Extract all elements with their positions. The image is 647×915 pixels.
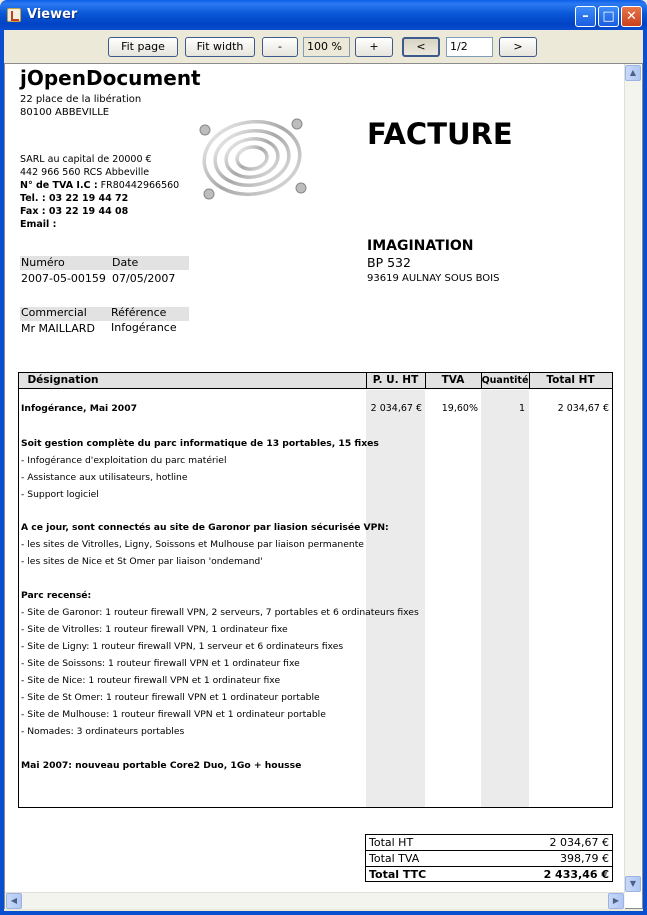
invoice-date: 07/05/2007 bbox=[112, 272, 176, 285]
date-label: Date bbox=[112, 256, 139, 269]
fit-page-button[interactable]: Fit page bbox=[108, 37, 178, 57]
description-line: - Site de Ligny: 1 routeur firewall VPN, 1 serveur et 6 ordinateurs fixes bbox=[21, 641, 344, 652]
item-total: 2 034,67 € bbox=[557, 403, 609, 414]
description-line: - les sites de Nice et St Omer par liaison 'ondemand' bbox=[21, 556, 263, 567]
description-line: Mai 2007: nouveau portable Core2 Duo, 1Go + housse bbox=[21, 760, 302, 771]
table-header bbox=[19, 373, 612, 389]
window-title: Viewer bbox=[27, 7, 78, 22]
previous-page-button[interactable]: < bbox=[402, 37, 440, 57]
totals-value: 398,79 € bbox=[560, 852, 609, 865]
zoom-level-field: 100 % bbox=[303, 37, 350, 57]
description-line: - Site de Vitrolles: 1 routeur firewall VPN, 1 ordinateur fixe bbox=[21, 624, 288, 635]
fit-width-button[interactable]: Fit width bbox=[185, 37, 255, 57]
company-tva bbox=[20, 180, 179, 191]
totals-label: Total HT bbox=[369, 836, 414, 849]
description-line: - Site de Garonor: 1 routeur firewall VPN, 2 serveurs, 7 portables et 6 ordinateurs fixes bbox=[21, 607, 419, 618]
document-title: FACTURE bbox=[367, 117, 513, 151]
tva-label: N° de TVA I.C : bbox=[20, 180, 98, 191]
totals-row bbox=[366, 867, 612, 883]
description-line: - Support logiciel bbox=[21, 489, 99, 500]
next-page-button[interactable]: > bbox=[499, 37, 537, 57]
tva-value: FR80442966560 bbox=[100, 180, 180, 191]
numero-label: Numéro bbox=[21, 256, 65, 269]
reference-value: Infogérance bbox=[111, 321, 177, 334]
description-line: - Site de Soissons: 1 routeur firewall VPN et 1 ordinateur fixe bbox=[21, 658, 300, 669]
description-line: - Nomades: 3 ordinateurs portables bbox=[21, 726, 185, 737]
description-line: - Site de Mulhouse: 1 routeur firewall VPN et 1 ordinateur portable bbox=[21, 709, 326, 720]
pu-column-shade bbox=[366, 390, 425, 807]
totals-value: 2 034,67 € bbox=[549, 836, 609, 849]
company-address-line2: 80100 ABBEVILLE bbox=[20, 107, 110, 118]
horizontal-scrollbar[interactable] bbox=[5, 892, 625, 909]
maximize-button[interactable]: □ bbox=[598, 6, 619, 27]
scroll-left-arrow[interactable]: ◀ bbox=[6, 893, 22, 909]
minimize-button[interactable]: – bbox=[575, 6, 596, 27]
description-line: - Assistance aux utilisateurs, hotline bbox=[21, 472, 188, 483]
item-tva: 19,60% bbox=[441, 403, 478, 414]
description-line: Parc recensé: bbox=[21, 590, 92, 601]
scroll-down-arrow[interactable]: ▼ bbox=[625, 876, 641, 892]
commercial-name: Mr MAILLARD bbox=[21, 322, 95, 335]
item-designation: Infogérance, Mai 2007 bbox=[21, 403, 137, 414]
client-name: IMAGINATION bbox=[367, 238, 474, 254]
invoice-table bbox=[18, 372, 613, 808]
scroll-up-arrow[interactable]: ▲ bbox=[625, 65, 641, 81]
header-total: Total HT bbox=[546, 374, 595, 386]
totals-value: 2 433,46 € bbox=[543, 868, 609, 881]
description-line: A ce jour, sont connectés au site de Garonor par liasion sécurisée VPN: bbox=[21, 522, 389, 533]
java-app-icon bbox=[7, 8, 21, 22]
header-tva: TVA bbox=[441, 374, 465, 386]
totals-box bbox=[365, 834, 613, 882]
description-line: Soit gestion complète du parc informatique de 13 portables, 15 fixes bbox=[21, 438, 379, 449]
fan-grill-logo bbox=[193, 108, 311, 208]
company-capital: SARL au capital de 20000 € bbox=[20, 154, 152, 165]
company-fax: Fax : 03 22 19 44 08 bbox=[20, 206, 129, 217]
company-rcs: 442 966 560 RCS Abbeville bbox=[20, 167, 150, 178]
company-address-line1: 22 place de la libération bbox=[20, 94, 142, 105]
page-number-field[interactable]: 1/2 bbox=[446, 37, 493, 57]
totals-row bbox=[366, 835, 612, 851]
scroll-right-arrow[interactable]: ▶ bbox=[608, 893, 624, 909]
description-line: - Site de St Omer: 1 routeur firewall VPN et 1 ordinateur portable bbox=[21, 692, 320, 703]
client-city: 93619 AULNAY SOUS BOIS bbox=[367, 273, 500, 284]
header-pu: P. U. HT bbox=[372, 374, 419, 386]
invoice-number: 2007-05-00159 bbox=[21, 272, 106, 285]
vertical-scrollbar[interactable] bbox=[624, 64, 641, 892]
zoom-in-button[interactable]: + bbox=[355, 37, 393, 57]
totals-label: Total TVA bbox=[369, 852, 420, 865]
totals-row bbox=[366, 851, 612, 867]
description-line: - les sites de Vitrolles, Ligny, Soissons et Mulhouse par liaison permanente bbox=[21, 539, 364, 550]
reference-label: Référence bbox=[111, 306, 167, 319]
company-tel: Tel. : 03 22 19 44 72 bbox=[20, 193, 129, 204]
close-button[interactable]: ✕ bbox=[621, 6, 642, 27]
client-bp: BP 532 bbox=[367, 255, 411, 270]
invoice-page bbox=[5, 64, 624, 892]
header-quantite: Quantité bbox=[481, 375, 529, 386]
zoom-out-button[interactable]: - bbox=[262, 37, 298, 57]
item-quantity: 1 bbox=[518, 403, 525, 414]
item-unit-price: 2 034,67 € bbox=[370, 403, 422, 414]
description-line: - Site de Nice: 1 routeur firewall VPN et 1 ordinateur fixe bbox=[21, 675, 281, 686]
company-name: jOpenDocument bbox=[20, 66, 201, 90]
company-email: Email : bbox=[20, 219, 57, 230]
commercial-label: Commercial bbox=[21, 306, 87, 319]
qty-column-shade bbox=[481, 390, 529, 807]
header-designation: Désignation bbox=[27, 374, 99, 386]
description-line: - Infogérance d'exploitation du parc matériel bbox=[21, 455, 227, 466]
title-bar[interactable] bbox=[0, 0, 647, 30]
totals-label: Total TTC bbox=[369, 868, 427, 881]
